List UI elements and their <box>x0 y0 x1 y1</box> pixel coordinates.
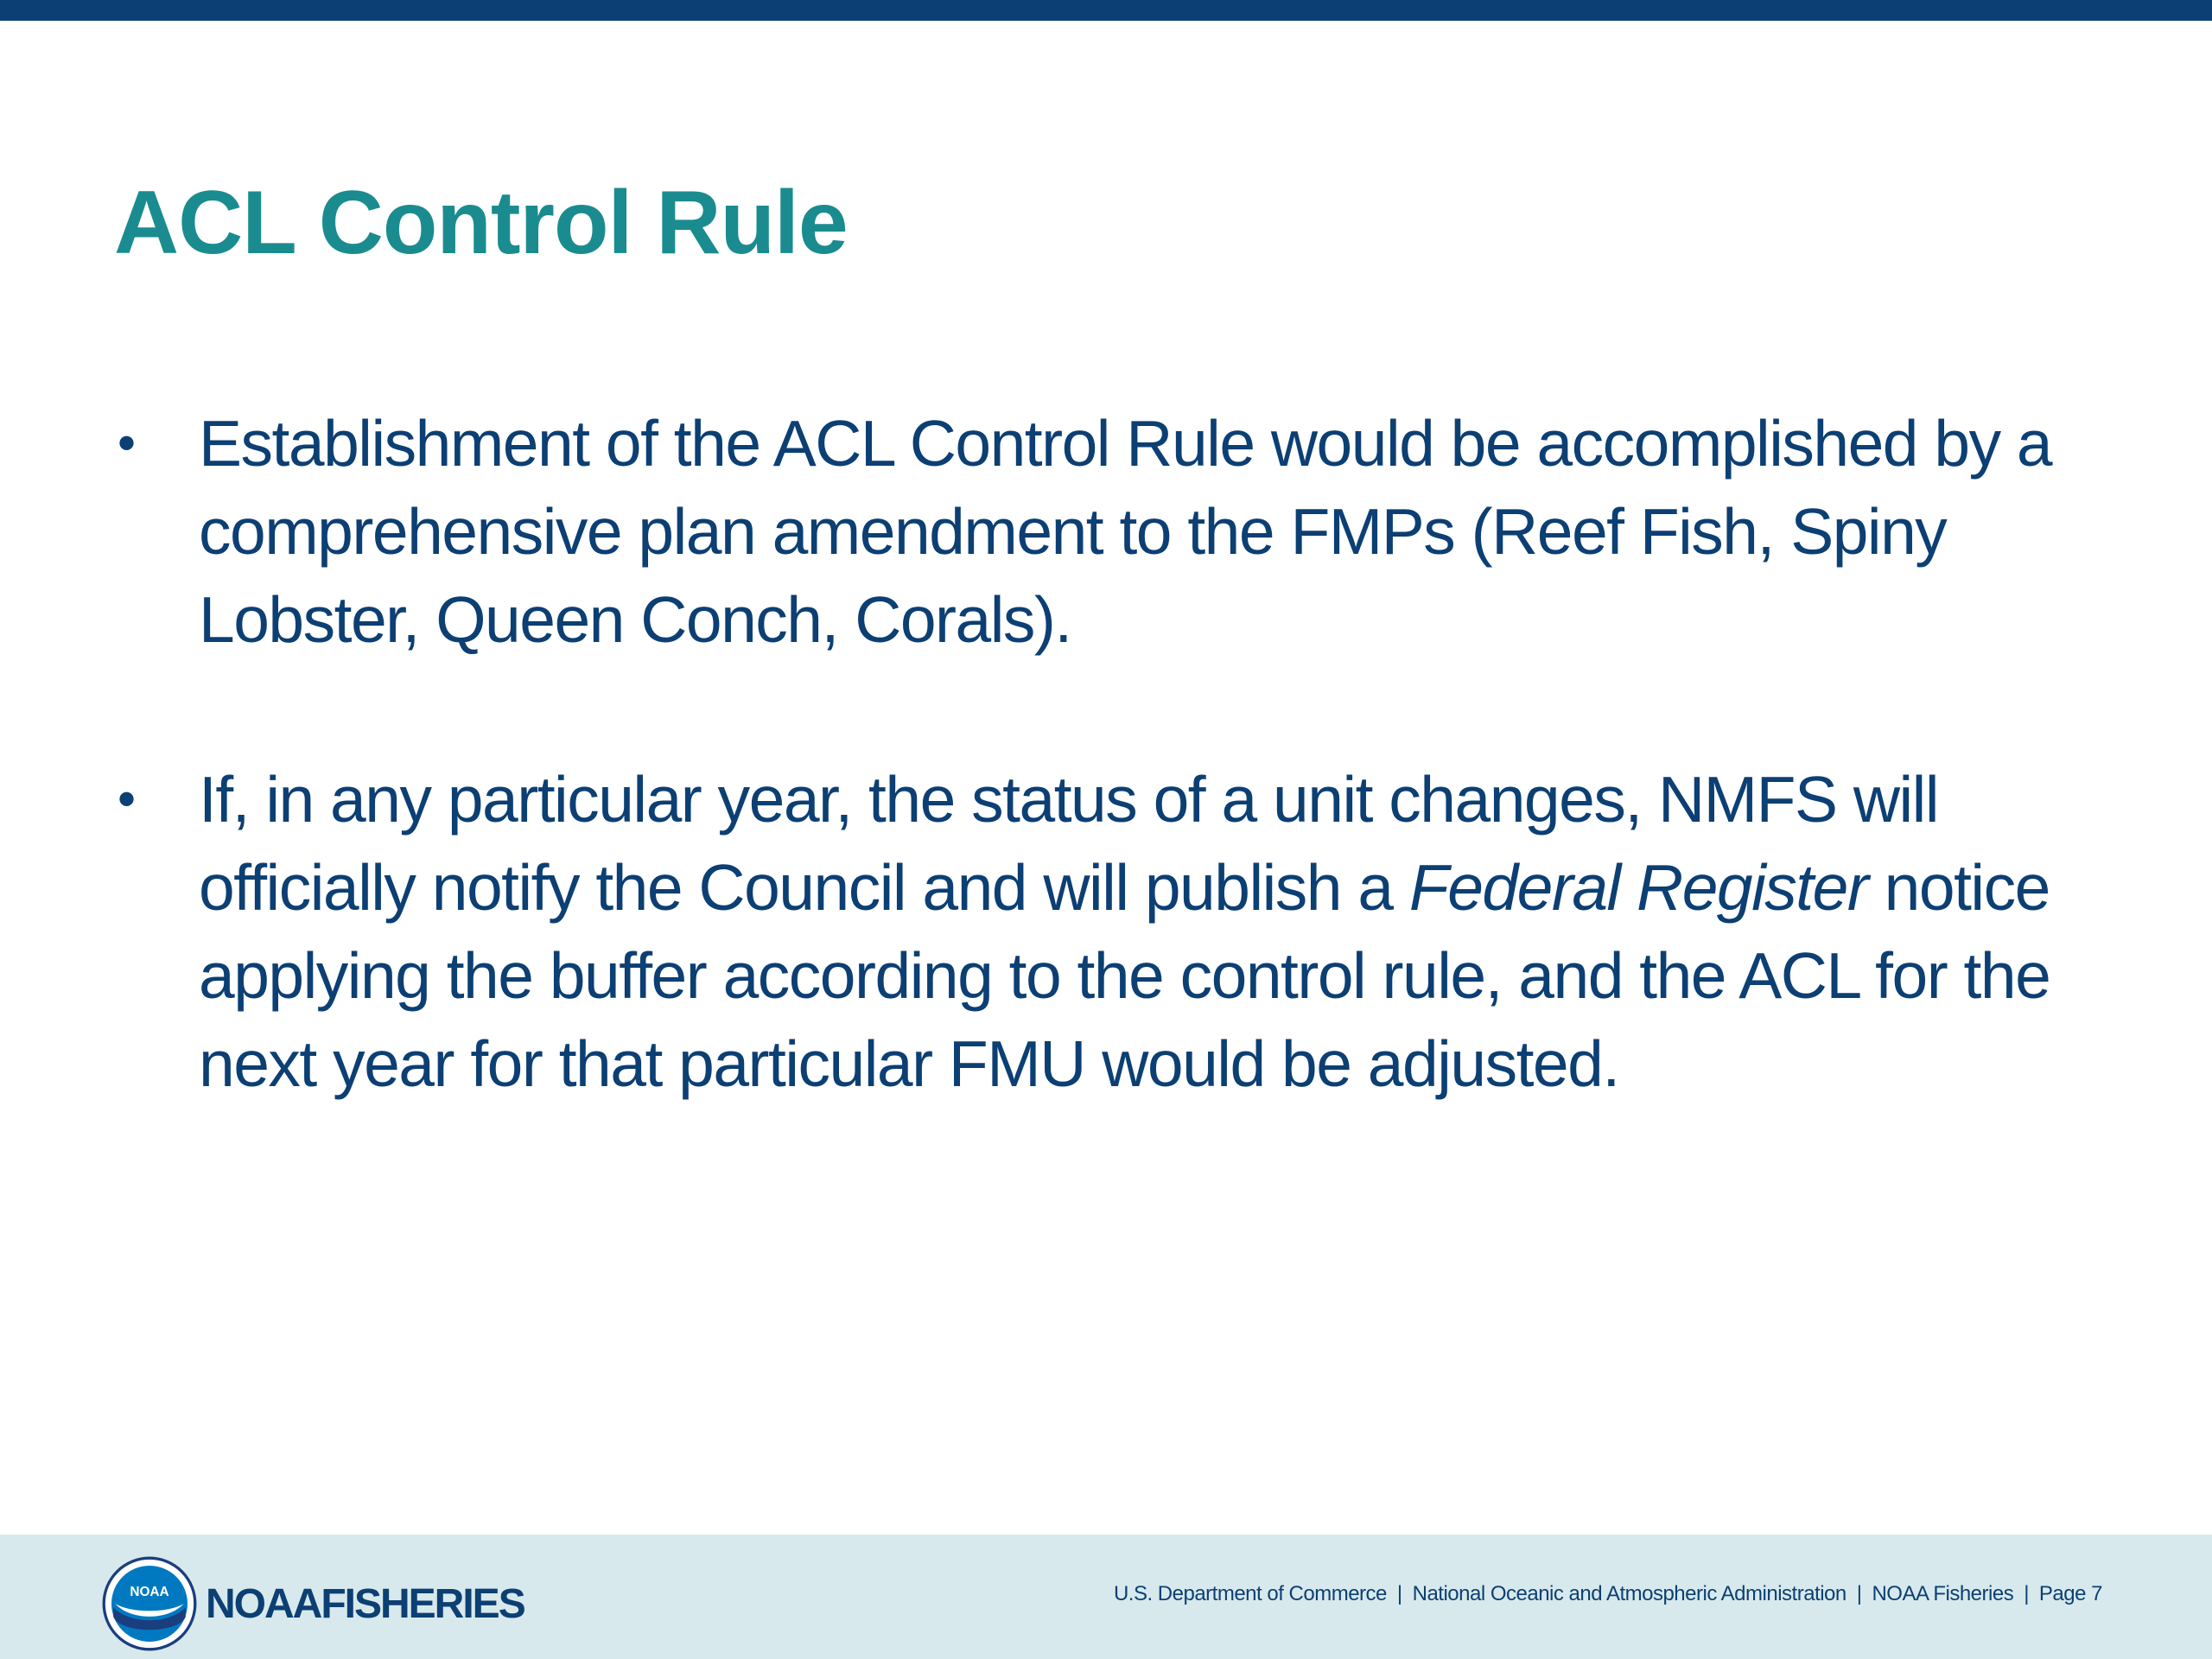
bullet-text <box>199 399 2100 664</box>
bullet-line <box>199 843 2100 931</box>
bullet-line: If, in any particular year, the status of a unit changes, NMFS will <box>199 763 1938 836</box>
bullet-item-status-change <box>112 755 2100 1108</box>
logo-wordmark-fisheries: FISHERIES <box>321 1580 524 1627</box>
footer-separator: | <box>2024 1582 2029 1605</box>
bullet-text <box>199 755 2100 1108</box>
bullet-dot-icon: • <box>118 770 135 828</box>
footer-bar <box>0 1535 2212 1659</box>
emblem-label: NOAA <box>130 1585 169 1600</box>
slide-title: ACL Control Rule <box>114 173 848 273</box>
footer-item-commerce: U.S. Department of Commerce <box>1113 1582 1387 1605</box>
federal-register-italic: Federal Register <box>1408 851 1868 924</box>
logo-wordmark <box>206 1580 524 1628</box>
bullet-line: next year for that particular FMU would be adjusted. <box>199 1027 1619 1100</box>
footer-page-number: Page 7 <box>2038 1582 2102 1605</box>
top-accent-bar <box>0 0 2212 21</box>
logo-wordmark-noaa: NOAA <box>206 1580 321 1627</box>
footer-credits <box>1114 1580 2102 1609</box>
noaa-emblem-icon <box>102 1556 197 1651</box>
bullet-text-segment: notice <box>1867 851 2050 924</box>
noaa-fisheries-logo <box>102 1560 524 1647</box>
bullet-line: applying the buffer according to the control rule, and the ACL for the <box>199 939 2050 1012</box>
bullet-line: Lobster, Queen Conch, Corals). <box>199 583 1071 656</box>
bullet-text-segment: officially notify the Council and will publish a <box>199 851 1409 924</box>
footer-separator: | <box>1396 1582 1402 1605</box>
footer-item-fisheries: NOAA Fisheries <box>1872 1582 2014 1605</box>
footer-item-noaa: National Oceanic and Atmospheric Administration <box>1412 1582 1847 1605</box>
bullet-line: comprehensive plan amendment to the FMPs (Reef Fish, Spiny <box>199 495 1947 568</box>
bullet-item-acl-establishment <box>112 399 2100 664</box>
bullet-list <box>112 399 2100 1108</box>
bullet-dot-icon: • <box>118 414 135 472</box>
footer-separator: | <box>1856 1582 1862 1605</box>
bullet-line: Establishment of the ACL Control Rule would be accomplished by a <box>199 407 2052 480</box>
